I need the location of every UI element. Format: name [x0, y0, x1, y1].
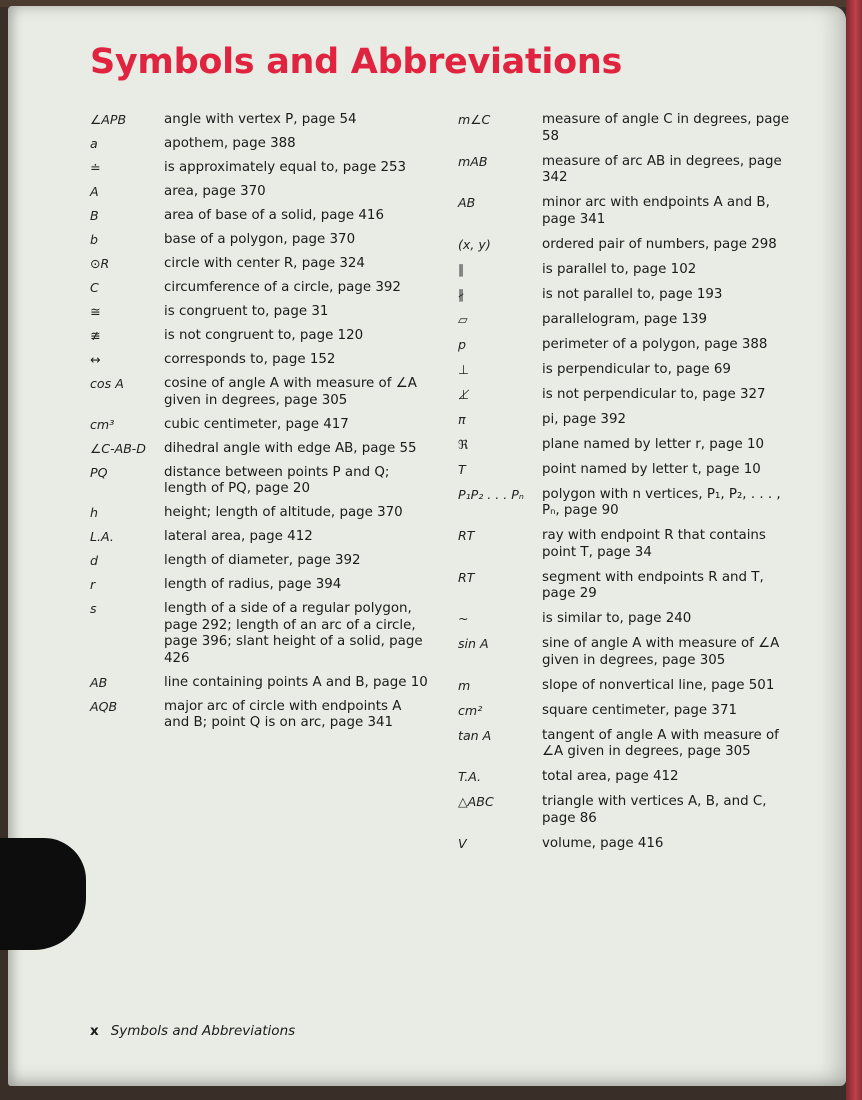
symbol: cm³ [90, 416, 115, 432]
symbol-entry [90, 675, 430, 692]
definition: is not congruent to, page 120 [164, 328, 364, 343]
definition: square centimeter, page 371 [542, 702, 737, 718]
symbol-entry [458, 769, 794, 786]
footer-title: Symbols and Abbreviations [110, 1023, 296, 1039]
symbol-entry [90, 441, 430, 458]
symbol: a [90, 136, 98, 151]
symbol-entry [90, 256, 430, 273]
symbol-entry [458, 437, 794, 454]
definition: is congruent to, page 31 [164, 304, 329, 319]
symbol-entry [458, 237, 794, 254]
definition: corresponds to, page 152 [164, 352, 336, 367]
definition: segment with endpoints R and T, page 29 [542, 569, 764, 601]
definition: polygon with n vertices, P₁, P₂, . . . , Pₙ, page 90 [542, 486, 781, 518]
symbol: p [458, 336, 466, 352]
symbol: cos A [90, 376, 124, 391]
definition: is not perpendicular to, page 327 [542, 386, 766, 402]
symbol-entry [458, 154, 794, 187]
symbol: ≅ [90, 304, 101, 319]
book-page [8, 6, 846, 1086]
symbol: ∥ [458, 261, 465, 277]
definition: measure of angle C in degrees, page 58 [542, 112, 790, 144]
definition: major arc of circle with endpoints A and B; point Q is on arc, page 341 [164, 698, 402, 730]
symbol-entry [458, 487, 794, 520]
symbol-entry [90, 184, 430, 201]
definition: circumference of a circle, page 392 [164, 280, 401, 295]
symbol: ⊥̸ [458, 386, 469, 402]
symbol: (x, y) [458, 236, 491, 252]
symbol: π [458, 411, 466, 427]
symbol-entry [458, 362, 794, 379]
symbol: sin A [458, 636, 489, 651]
definition: area, page 370 [164, 184, 266, 199]
page-title: Symbols and Abbreviations [90, 42, 623, 82]
symbol: ~ [458, 611, 469, 626]
symbol-entry [458, 287, 794, 304]
symbol-entry [90, 505, 430, 522]
definition: lateral area, page 412 [164, 529, 313, 544]
symbol-entry [90, 328, 430, 345]
definition: slope of nonvertical line, page 501 [542, 677, 775, 693]
symbol: AB [90, 674, 108, 690]
definition: length of radius, page 394 [164, 577, 342, 592]
page-footer [90, 1023, 295, 1039]
definition: cubic centimeter, page 417 [164, 416, 349, 432]
symbol: m [458, 677, 471, 693]
definition: plane named by letter r, page 10 [542, 436, 765, 452]
definition: is parallel to, page 102 [542, 261, 697, 277]
symbol: r [90, 577, 96, 592]
definition: point named by letter t, page 10 [542, 461, 761, 477]
symbol: B [90, 208, 99, 223]
symbol-entry [458, 462, 794, 479]
symbol: cm² [458, 702, 483, 718]
symbol-entry [90, 417, 430, 434]
definition: is not parallel to, page 193 [542, 286, 723, 302]
symbol-entry [458, 611, 794, 628]
definition: angle with vertex P, page 54 [164, 112, 357, 127]
symbol: mAB [458, 153, 488, 169]
symbol: △ABC [458, 794, 494, 809]
definition: is approximately equal to, page 253 [164, 160, 407, 175]
right-symbol-column [458, 112, 794, 861]
definition: is similar to, page 240 [542, 611, 692, 626]
symbol-entry [90, 529, 430, 546]
symbol: AB [458, 195, 476, 210]
symbol: ∦ [458, 286, 465, 302]
symbol: ↔ [90, 352, 101, 367]
symbol: ≐ [90, 160, 101, 175]
symbol-entry [90, 601, 430, 667]
symbol-entry [458, 794, 794, 827]
definition: cosine of angle A with measure of ∠A given in degrees, page 305 [164, 376, 417, 408]
definition: ordered pair of numbers, page 298 [542, 236, 777, 252]
symbol: tan A [458, 727, 492, 743]
symbol: V [458, 835, 467, 851]
symbol: A [90, 184, 99, 199]
definition: tangent of angle A with measure of ∠A given in degrees, page 305 [542, 727, 779, 759]
symbol-entry [90, 553, 430, 570]
symbol-entry [458, 678, 794, 695]
symbol-entry [458, 412, 794, 429]
definition: height; length of altitude, page 370 [164, 505, 403, 520]
symbol: d [90, 553, 98, 568]
symbol: h [90, 505, 98, 520]
definition: perimeter of a polygon, page 388 [542, 336, 768, 352]
symbol-entry [458, 836, 794, 853]
symbol: ℜ [458, 436, 469, 452]
symbol: ▱ [458, 311, 468, 327]
symbol-entry [458, 570, 794, 603]
symbol: m∠C [458, 112, 491, 127]
definition: pi, page 392 [542, 411, 626, 427]
symbol-entry [90, 160, 430, 177]
symbol-entry [458, 728, 794, 761]
symbol-entry [90, 352, 430, 369]
symbol-entry [90, 136, 430, 153]
symbol-entry [90, 699, 430, 732]
definition: is perpendicular to, page 69 [542, 361, 731, 377]
symbol-entry [90, 304, 430, 321]
symbol: ⊥ [458, 361, 469, 377]
symbol: L.A. [90, 529, 114, 544]
symbol: T.A. [458, 769, 482, 784]
symbol-entry [90, 465, 430, 498]
definition: base of a polygon, page 370 [164, 232, 356, 247]
symbol: P₁P₂ . . . Pₙ [458, 486, 524, 502]
symbol-entry [90, 112, 430, 129]
symbol-entry [90, 577, 430, 594]
symbol: T [458, 461, 466, 477]
symbol: s [90, 601, 97, 616]
definition: area of base of a solid, page 416 [164, 208, 384, 223]
definition: minor arc with endpoints A and B, page 341 [542, 195, 770, 227]
symbol: ⊙R [90, 256, 110, 271]
symbol: ∠APB [90, 112, 127, 127]
definition: dihedral angle with edge AB, page 55 [164, 440, 417, 456]
symbol: ≇ [90, 328, 101, 343]
symbol-entry [458, 112, 794, 145]
symbol-entry [90, 376, 430, 409]
symbol: C [90, 280, 99, 295]
symbol-entry [458, 528, 794, 561]
symbol-entry [90, 232, 430, 249]
symbol-entry [458, 387, 794, 404]
symbol: RT [458, 569, 475, 585]
symbol: RT [458, 528, 475, 543]
book-cover-edge [846, 0, 862, 1100]
symbol-entry [458, 636, 794, 669]
symbol-entry [458, 337, 794, 354]
definition: triangle with vertices A, B, and C, page 86 [542, 794, 767, 826]
definition: distance between points P and Q; length of PQ, page 20 [164, 464, 390, 496]
definition: sine of angle A with measure of ∠A given in degrees, page 305 [542, 636, 780, 668]
definition: circle with center R, page 324 [164, 256, 365, 271]
definition: line containing points A and B, page 10 [164, 674, 428, 690]
definition: volume, page 416 [542, 835, 664, 851]
definition: apothem, page 388 [164, 136, 296, 151]
definition: parallelogram, page 139 [542, 311, 708, 327]
symbol: PQ [90, 464, 108, 480]
symbol: AQB [90, 698, 118, 714]
symbol-entry [458, 312, 794, 329]
page-number: x [90, 1023, 99, 1039]
symbol: b [90, 232, 98, 247]
definition: ray with endpoint R that contains point T, page 34 [542, 528, 766, 560]
symbol: ∠C-AB-D [90, 440, 146, 456]
definition: measure of arc AB in degrees, page 342 [542, 153, 782, 185]
symbol-entry [458, 195, 794, 228]
symbol-entry [458, 262, 794, 279]
symbol-entry [458, 703, 794, 720]
left-symbol-column [90, 112, 430, 739]
symbol-entry [90, 280, 430, 297]
symbol-entry [90, 208, 430, 225]
definition: length of a side of a regular polygon, page 292; length of an arc of a circle, page 396; slant height of a solid, page 426 [164, 601, 423, 666]
definition: total area, page 412 [542, 769, 679, 784]
definition: length of diameter, page 392 [164, 553, 361, 568]
